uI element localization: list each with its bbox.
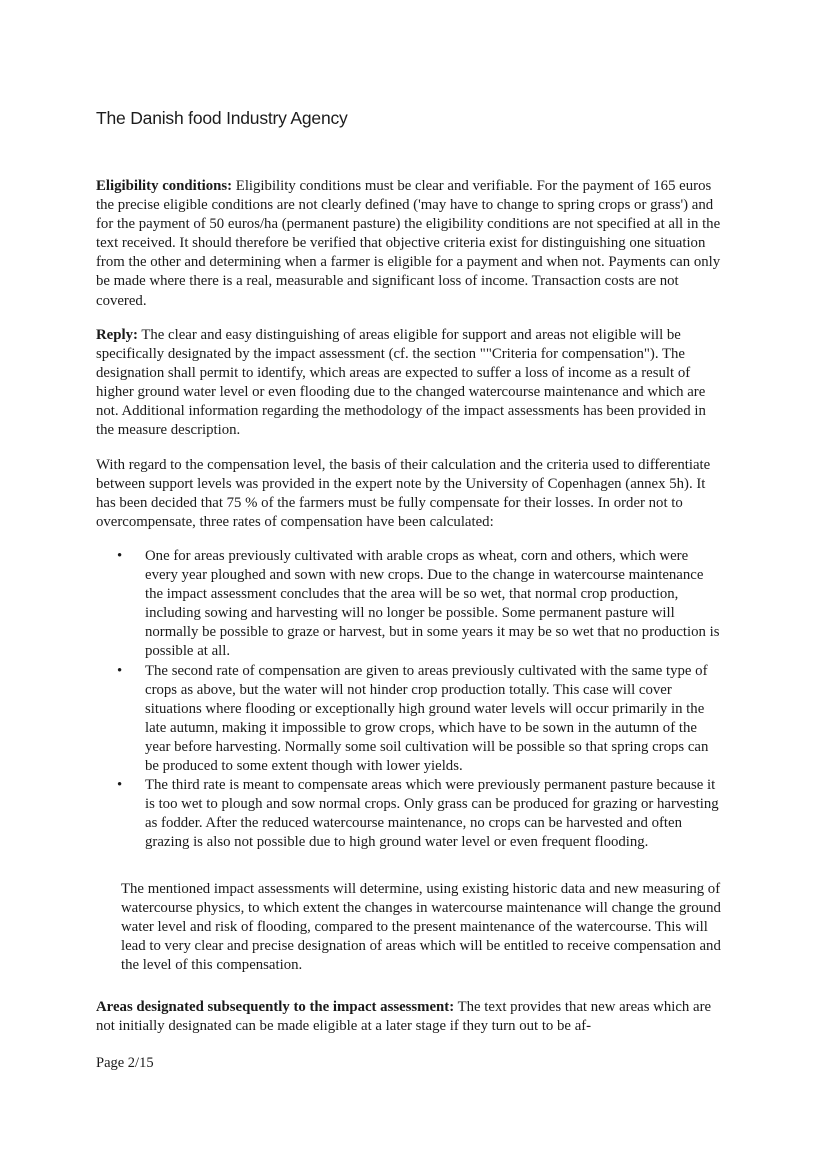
compensation-text: With regard to the compensation level, the basis of their calculation and the criteria used to differentiate between support levels was provided in the expert note by the University of Copenhagen (annex 5h). It has been decided that 75 % of the farmers must be fully compensate for their losses. In order not to overcompensate, three rates of compensation have been calculated:	[96, 457, 711, 531]
eligibility-paragraph	[96, 177, 724, 311]
areas-text: The text provides that new areas which are not initially designated can be made eligible at a later stage if they turn out to be af-	[96, 999, 712, 1035]
list-item	[96, 662, 724, 777]
areas-heading: Areas designated subsequently to the impact assessment:	[96, 999, 455, 1015]
bullet-icon: •	[117, 548, 123, 564]
reply-text: The clear and easy distinguishing of areas eligible for support and areas not eligible will be specifically designated by the impact assessment (cf. the section ""Criteria for compensation"). The designation shall permit to identify, which areas are expected to suffer a loss of income as a result of higher ground water level or even flooding due to the changed watercourse maintenance and which are not. Additional information regarding the methodology of the impact assessments has been provided in the measure description.	[96, 327, 706, 439]
eligibility-heading: Eligibility conditions:	[96, 178, 233, 194]
compensation-paragraph	[96, 456, 724, 532]
compensation-rates-list	[96, 547, 724, 853]
agency-header: The Danish food Industry Agency	[96, 108, 348, 128]
bullet-icon: •	[117, 662, 123, 679]
list-item	[96, 776, 724, 852]
reply-heading: Reply:	[96, 327, 138, 343]
list-item-text: The second rate of compensation are given to areas previously cultivated with the same type of crops as above, but the water will not hinder crop production totally. This case will cover situations where flooding or exceptionally high ground water levels will occur primarily in the late autumn, making it impossible to grow crops, which have to be sown in the autumn of the year before harvesting. Normally some soil cultivation will be possible so that spring crops can be produced to some extent though with lower yields.	[145, 662, 709, 775]
impact-paragraph	[121, 880, 725, 975]
reply-paragraph	[96, 326, 724, 441]
impact-text: The mentioned impact assessments will determine, using existing historic data and new measuring of watercourse physics, to which extent the changes in watercourse maintenance will change the ground water level and risk of flooding, compared to the present maintenance of the watercourse. This will lead to very clear and precise designation of areas which will be entitled to receive compensation and the level of this compensation.	[121, 881, 721, 974]
eligibility-text: Eligibility conditions must be clear and verifiable. For the payment of 165 euros the precise eligible conditions are not clearly defined ('may have to change to spring crops or grass') and for the payment of 50 euros/ha (permanent pasture) the eligibility conditions are not specified at all in the text received. It should therefore be verified that objective criteria exist for distinguishing one situation from the other and determining when a farmer is eligible for a payment and when not. Payments can only be made where there is a real, measurable and significant loss of income. Transaction costs are not covered.	[96, 178, 721, 309]
list-item-text: One for areas previously cultivated with arable crops as wheat, corn and others, which were every year ploughed and sown with new crops. Due to the change in watercourse maintenance the impact assessment concludes that the area will be so wet, that normal crop production, including sowing and harvesting will no longer be possible. Some permanent pasture will normally be possible to graze or harvest, but in some years it may be so wet that no production is possible at all.	[145, 548, 720, 660]
areas-paragraph	[96, 998, 724, 1036]
list-item	[96, 547, 724, 662]
page-number: Page 2/15	[96, 1055, 154, 1071]
list-item-text: The third rate is meant to compensate areas which were previously permanent pasture because it is too wet to plough and sow normal crops. Only grass can be produced for grazing or harvesting as fodder. After the reduced watercourse maintenance, no crops can be harvested and often grazing is also not possible due to high ground water level or even frequent flooding.	[145, 777, 719, 851]
bullet-icon: •	[117, 777, 123, 794]
